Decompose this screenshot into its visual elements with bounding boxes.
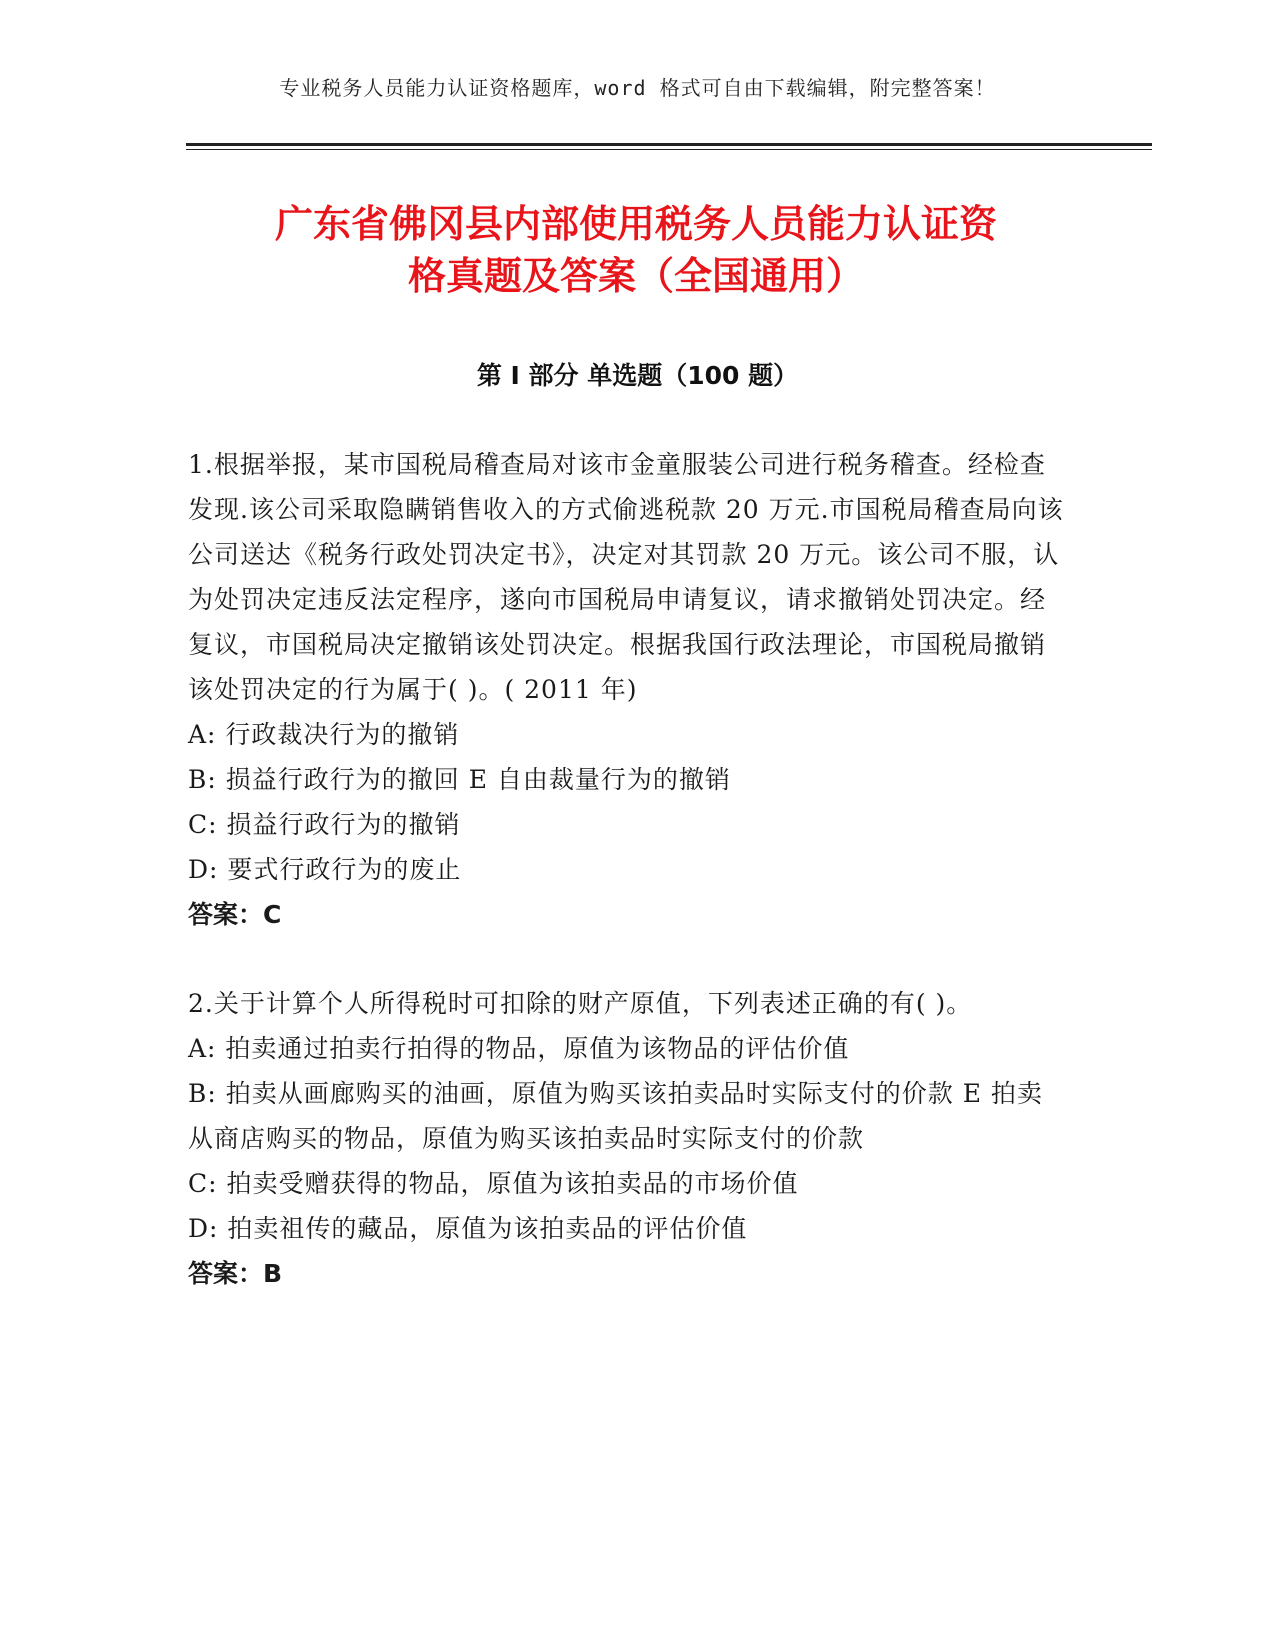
option-a: A: 拍卖通过拍卖行拍得的物品，原值为该物品的评估价值: [188, 1034, 850, 1063]
option-b: B: 拍卖从画廊购买的油画，原值为购买该拍卖品时实际支付的价款 E 拍卖从商店购买的物品，原值为购买该拍卖品时实际支付的价款: [188, 1079, 1043, 1153]
question-list: [188, 442, 1068, 1340]
document-title: [186, 198, 1086, 302]
page-header: 专业税务人员能力认证资格题库，word 格式可自由下载编辑，附完整答案！: [279, 76, 996, 100]
answer: 答案：B: [188, 1259, 283, 1288]
question-stem: 2.关于计算个人所得税时可扣除的财产原值，下列表述正确的有( )。: [188, 989, 973, 1018]
answer: 答案：C: [188, 900, 282, 929]
option-d: D: 拍卖祖传的藏品，原值为该拍卖品的评估价值: [188, 1214, 748, 1243]
document-title-line-2: 格真题及答案（全国通用）: [407, 254, 864, 298]
question-stem: 1.根据举报，某市国税局稽查局对该市金童服装公司进行税务稽查。经检查发现.该公司采取隐瞒销售收入的方式偷逃税款 20 万元.市国税局稽查局向该公司送达《税务行政处罚决定书》，决定对其罚款 20 万元。该公司不服，认为处罚决定违反法定程序，遂向市国税局申请复议，请求撤销处罚决定。经复议，市国税局决定撤销该处罚决定。根据我国行政法理论，市国税局撤销该处罚决定的行为属于( )。( 2011 年): [188, 450, 1064, 704]
option-b: B: 损益行政行为的撤回 E 自由裁量行为的撤销: [188, 765, 731, 794]
option-c: C: 损益行政行为的撤销: [188, 810, 461, 839]
option-a: A: 行政裁决行为的撤销: [188, 720, 460, 749]
question-2: [188, 981, 1068, 1296]
option-c: C: 拍卖受赠获得的物品，原值为该拍卖品的市场价值: [188, 1169, 799, 1198]
option-d: D: 要式行政行为的废止: [188, 855, 462, 884]
question-1: [188, 442, 1068, 937]
document-title-line-1: 广东省佛冈县内部使用税务人员能力认证资: [274, 202, 997, 246]
header-rule-thick: [186, 143, 1152, 146]
section-heading: 第 I 部分 单选题（100 题）: [476, 361, 799, 390]
header-rule-thin: [186, 149, 1152, 150]
